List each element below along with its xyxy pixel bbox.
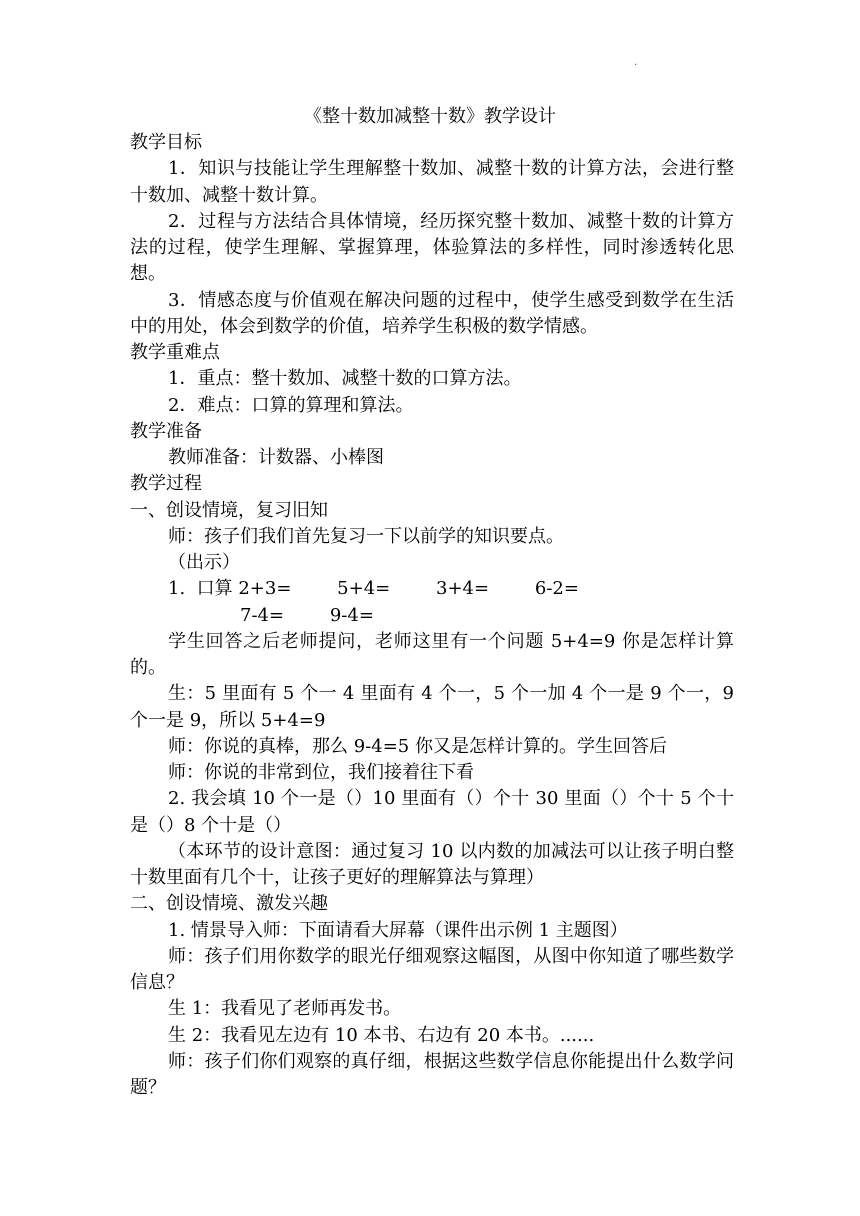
- paragraph-preparation: 教师准备：计数器、小棒图: [168, 447, 384, 468]
- paragraph-observe: 师：孩子们用你数学的眼光仔细观察这幅图，从图中你知道了哪些数学信息？: [130, 945, 734, 993]
- paragraph-review-intro: 师：孩子们我们首先复习一下以前学的知识要点。: [168, 525, 564, 547]
- subheading-situation: 二、创设情境、激发兴趣: [130, 893, 328, 915]
- heading-teaching-process: 教学过程: [130, 473, 202, 495]
- paragraph-oral-calc-1: 1. 口算 2+3= 5+4= 3+4= 6-2=: [168, 578, 579, 600]
- paragraph-teacher-continue: 师：你说的非常到位，我们接着往下看: [168, 762, 474, 783]
- paragraph-goal-3: 3．情感态度与价值观在解决问题的过程中，使学生感受到数学在生活中的用处，体会到数学的价值，培养学生积极的数学情感。: [130, 289, 734, 337]
- document-title: 《整十数加减整十数》教学设计: [304, 106, 556, 127]
- page-marker: .: [634, 57, 638, 68]
- heading-teaching-goals: 教学目标: [130, 132, 202, 153]
- paragraph-teacher-praise: 师：你说的真棒，那么 9-4=5 你又是怎样计算的。学生回答后: [168, 735, 667, 757]
- subheading-review: 一、创设情境，复习旧知: [130, 499, 328, 521]
- heading-key-points: 教学重难点: [130, 342, 220, 363]
- paragraph-student-answer: 生：5 里面有 5 个一 4 里面有 4 个一，5 个一加 4 个一是 9 个一，9 个一是 9，所以 5+4=9: [130, 683, 734, 731]
- paragraph-student-2: 生 2：我看见左边有 10 本书、右边有 20 本书。......: [168, 1024, 595, 1046]
- paragraph-scene-intro: 1. 情景导入师：下面请看大屏幕（课件出示例 1 主题图）: [168, 919, 628, 941]
- paragraph-goal-2: 2．过程与方法结合具体情境，经历探究整十数加、减整十数的计算方法的过程，使学生理解、掌握算理，体验算法的多样性，同时渗透转化思想。: [130, 210, 734, 285]
- paragraph-design-intent: （本环节的设计意图：通过复习 10 以内数的加减法可以让孩子明白整十数里面有几个十，让孩子更好的理解算法与算理）: [130, 840, 734, 888]
- paragraph-difficult-point: 2．难点：口算的算理和算法。: [168, 394, 414, 416]
- paragraph-fill-blanks: 2. 我会填 10 个一是（）10 里面有（）个十 30 里面（）个十 5 个十是（）8 个十是（）: [130, 788, 734, 836]
- paragraph-key-point: 1．重点：整十数加、减整十数的口算方法。: [168, 368, 522, 390]
- paragraph-ask-question: 师：孩子们你们观察的真仔细，根据这些数学信息你能提出什么数学问题？: [130, 1050, 734, 1098]
- paragraph-oral-calc-2: 7-4= 9-4=: [240, 604, 374, 626]
- heading-preparation: 教学准备: [130, 420, 202, 442]
- document-body: [130, 130, 734, 1101]
- paragraph-student-1: 生 1：我看见了老师再发书。: [168, 998, 402, 1020]
- paragraph-question: 学生回答之后老师提问，老师这里有一个问题 5+4=9 你是怎样计算的。: [130, 630, 734, 678]
- paragraph-goal-1: 1．知识与技能让学生理解整十数加、减整十数的计算方法，会进行整十数加、减整十数计算。: [130, 158, 734, 206]
- paragraph-show: （出示）: [168, 552, 240, 573]
